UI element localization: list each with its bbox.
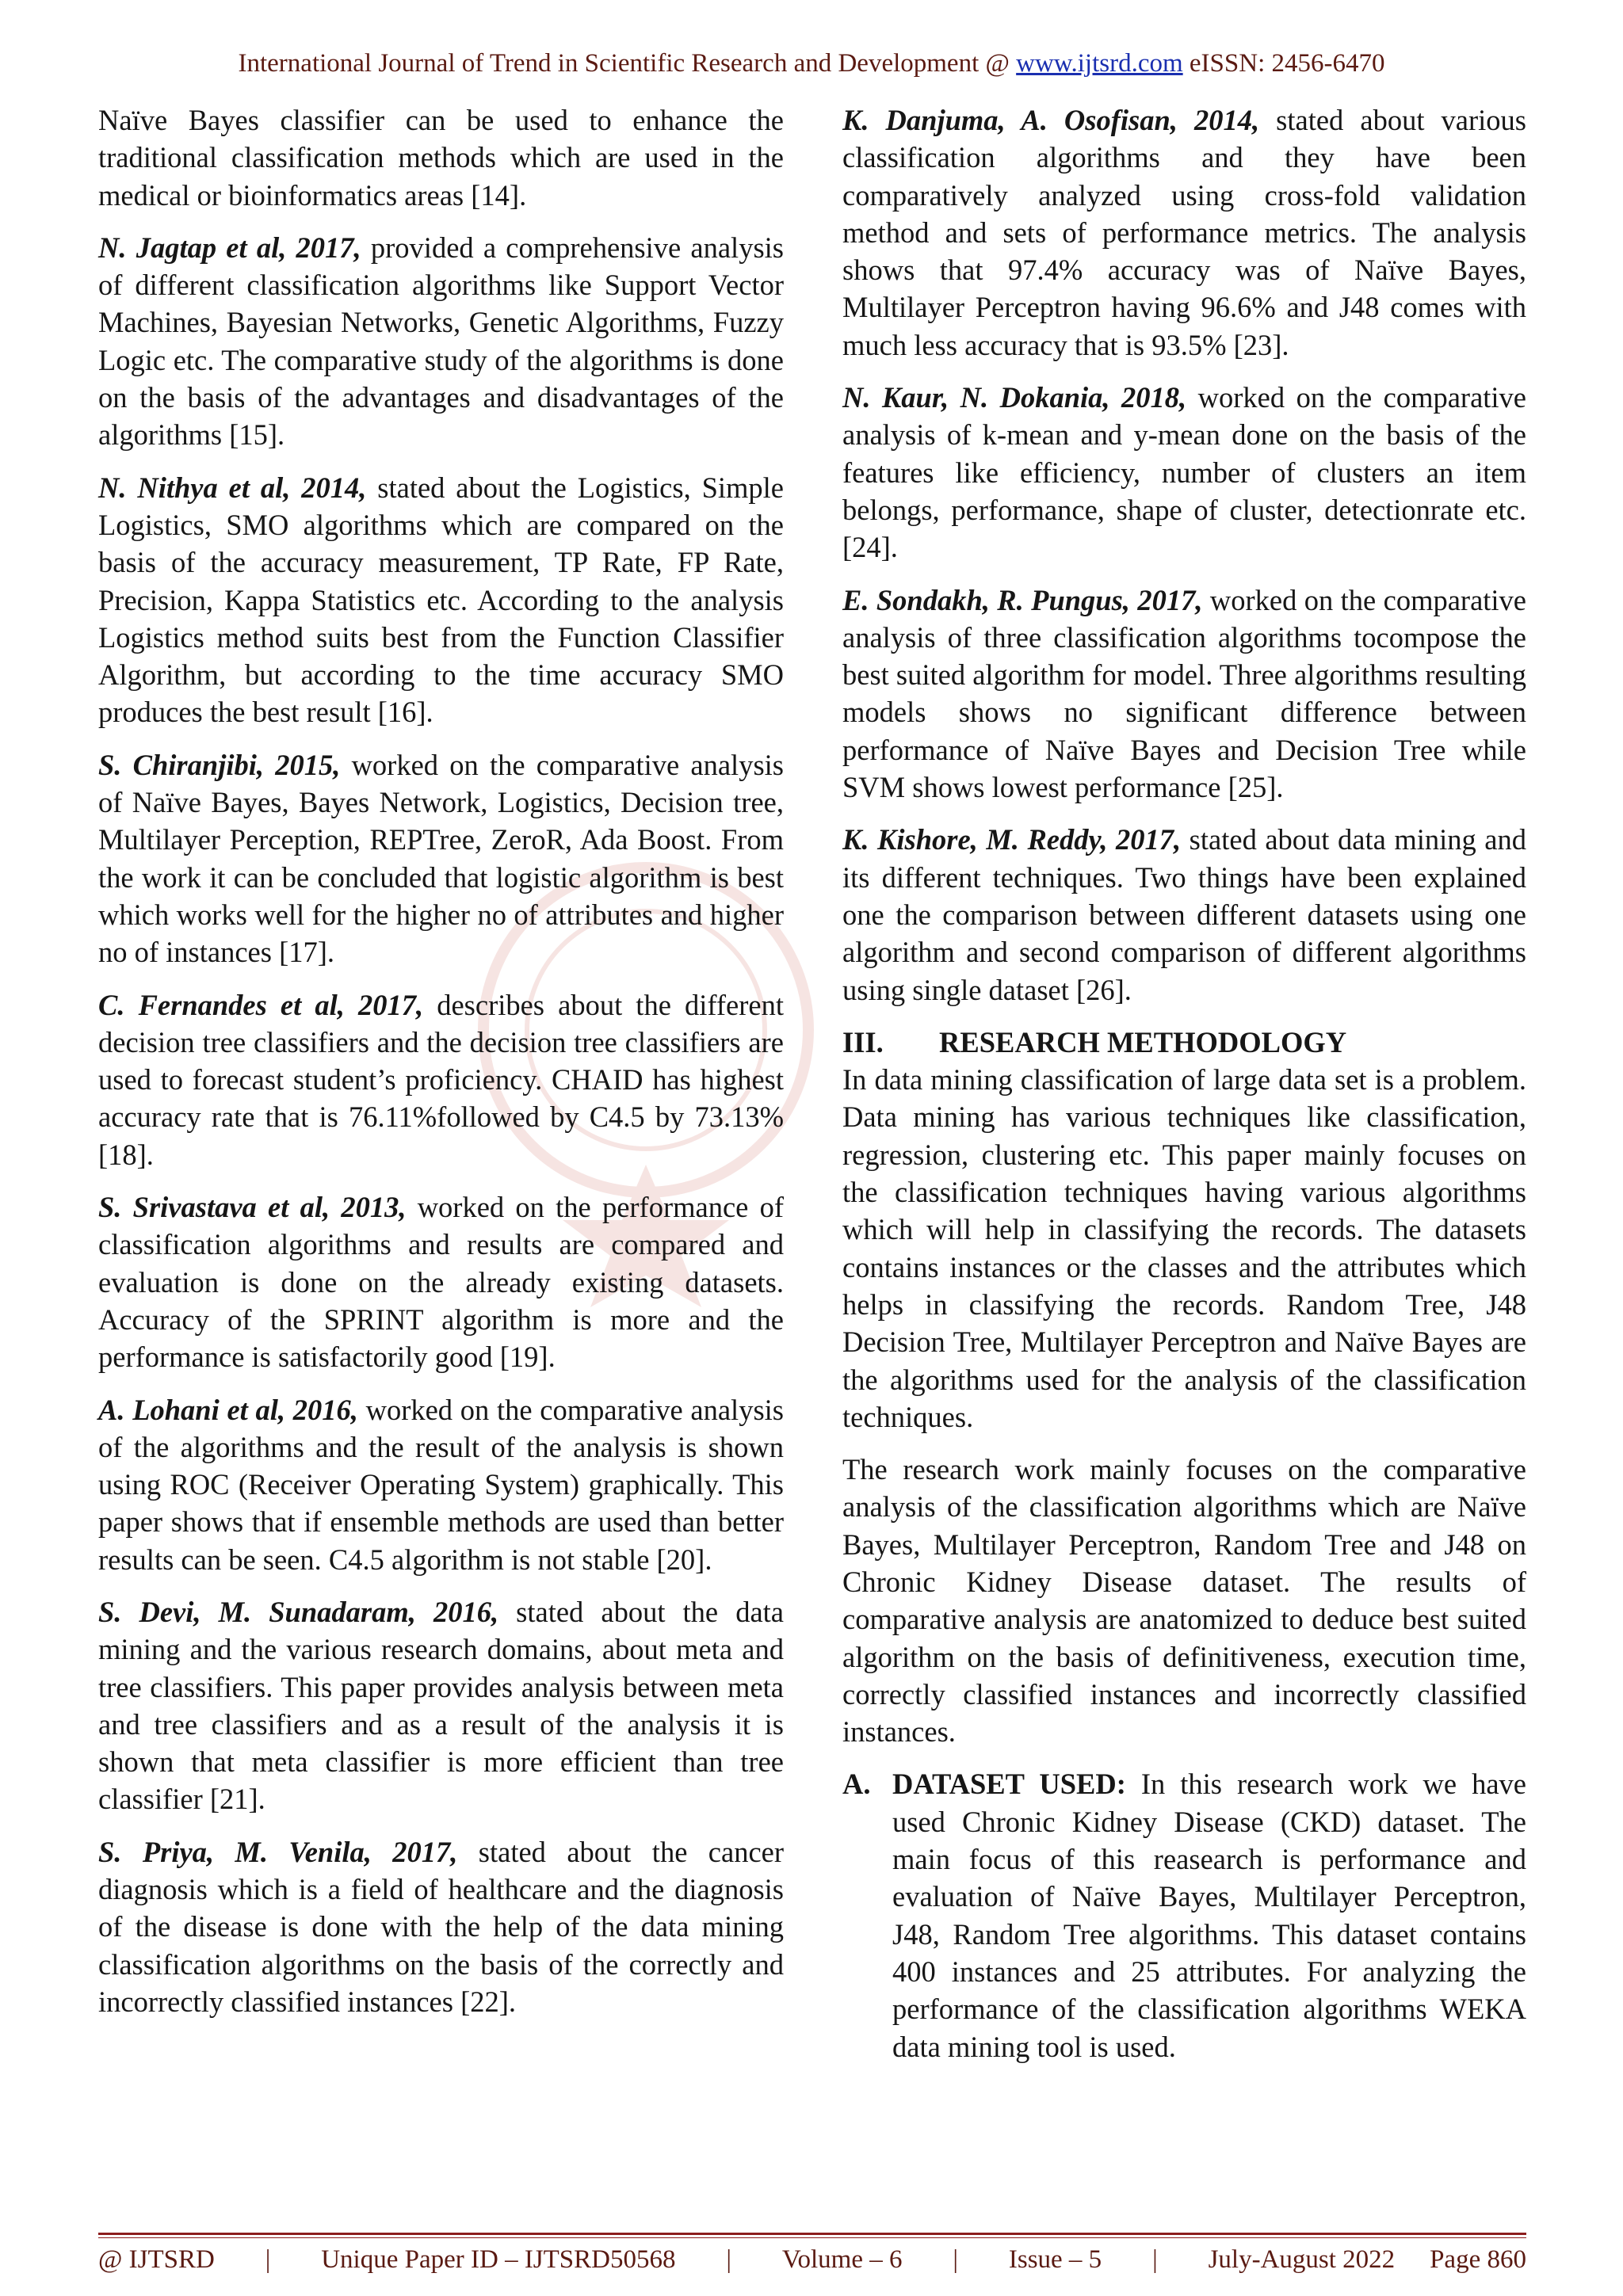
footer-separator: | (1152, 2245, 1158, 2274)
paragraph: E. Sondakh, R. Pungus, 2017, worked on the comparative analysis of three classification algorithms tocompose the best suited algorithm for model. Three algorithms resulting models shows no significant difference between performance of Naïve Bayes and Decision Tree while SVM shows lowest performance [25]. (842, 583, 1526, 804)
paragraph: Naïve Bayes classifier can be used to enhance the traditional classification methods which are used in the medical or bioinformatics areas [14]. (98, 104, 784, 212)
subsection-title: DATASET USED: (892, 1768, 1126, 1801)
citation-author: S. Chiranjibi, 2015, (98, 748, 341, 781)
list-item-label: A. (842, 1768, 871, 1801)
journal-website-link[interactable]: www.ijtsrd.com (1016, 49, 1183, 78)
subsection-list-item (842, 1765, 1526, 2065)
citation-author: E. Sondakh, R. Pungus, 2017, (842, 583, 1203, 616)
paragraph: N. Nithya et al, 2014, stated about the Logistics, Simple Logistics, SMO algorithms which are compared on the basis of the accuracy measurement, TP Rate, FP Rate, Precision, Kappa Statistics etc. According to the analysis Logistics method suits best from the Function Classifier Algorithm, but according to the time accuracy SMO produces the best result [16]. (98, 471, 784, 729)
footer-paper-id: Unique Paper ID – IJTSRD50568 (321, 2245, 676, 2274)
page-footer (98, 2241, 1526, 2279)
footer-date: July-August 2022 (1208, 2245, 1396, 2274)
paragraph: S. Chiranjibi, 2015, worked on the comparative analysis of Naïve Bayes, Bayes Network, Logistics, Decision tree, Multilayer Perception, REPTree, ZeroR, Ada Boost. From the work it can be concluded that logistic algorithm is best which works well for the higher no of attributes and higher no of instances [17]. (98, 748, 784, 969)
section-heading (842, 1024, 1526, 1061)
section-title: RESEARCH METHODOLOGY (939, 1025, 1347, 1058)
footer-volume: Volume – 6 (781, 2245, 903, 2274)
paragraph: The research work mainly focuses on the comparative analysis of the classification algorithms which are Naïve Bayes, Multilayer Perceptron, Random Tree and J48 on Chronic Kidney Disease dataset. The results of comparative analysis are anatomized to deduce best suited algorithm on the basis of definitiveness, execution time, correctly classified instances and incorrectly classified instances. (842, 1453, 1526, 1749)
journal-title: International Journal of Trend in Scientific Research and Development @ (238, 49, 1010, 78)
left-column (98, 101, 784, 2035)
citation-author: S. Srivastava et al, 2013, (98, 1191, 407, 1224)
citation-author: N. Kaur, N. Dokania, 2018, (842, 381, 1187, 414)
citation-author: K. Danjuma, A. Osofisan, 2014, (842, 104, 1260, 136)
footer-separator: | (953, 2245, 958, 2274)
journal-issn: eISSN: 2456-6470 (1189, 49, 1385, 78)
citation-author: N. Jagtap et al, 2017, (98, 231, 361, 264)
right-column (842, 101, 1526, 2065)
citation-author: S. Devi, M. Sunadaram, 2016, (98, 1595, 499, 1628)
footer-issue: Issue – 5 (1008, 2245, 1102, 2274)
paragraph: S. Srivastava et al, 2013, worked on the performance of classification algorithms and results are compared and evaluation is done on the already existing datasets. Accuracy of the SPRINT algorithm is more and the performance is satisfactorily good [19]. (98, 1191, 784, 1374)
paragraph: N. Jagtap et al, 2017, provided a comprehensive analysis of different classification algorithms like Support Vector Machines, Bayesian Networks, Genetic Algorithms, Fuzzy Logic etc. The comparative study of the algorithms is done on the basis of the advantages and disadvantages of the algorithms [15]. (98, 231, 784, 452)
footer-rule (98, 2233, 1526, 2238)
footer-publisher: @ IJTSRD (98, 2245, 215, 2274)
citation-author: S. Priya, M. Venila, 2017, (98, 1835, 458, 1868)
footer-page-number: Page 860 (1430, 2245, 1526, 2274)
paragraph: S. Priya, M. Venila, 2017, stated about the cancer diagnosis which is a field of healthcare and the diagnosis of the disease is done with the help of the data mining classification algorithms on the basis of the correctly and incorrectly classified instances [22]. (98, 1835, 784, 2018)
running-header (0, 49, 1623, 78)
footer-separator: | (265, 2245, 271, 2274)
citation-author: N. Nithya et al, 2014, (98, 471, 367, 504)
citation-author: A. Lohani et al, 2016, (98, 1393, 358, 1426)
paragraph: C. Fernandes et al, 2017, describes about the different decision tree classifiers and the decision tree classifiers are used to forecast student’s proficiency. CHAID has highest accuracy rate that is 76.11%followed by C4.5 by 73.13% [18]. (98, 988, 784, 1171)
paragraph: S. Devi, M. Sunadaram, 2016, stated about the data mining and the various research domains, about meta and tree classifiers. This paper provides analysis between meta and tree classifiers and as a result of the analysis it is shown that meta classifier is more efficient than tree classifier [21]. (98, 1595, 784, 1816)
paragraph: In data mining classification of large data set is a problem. Data mining has various techniques like classification, regression, clustering etc. This paper mainly focuses on the classification techniques having various algorithms which will help in classifying the records. The datasets contains instances or the classes and the attributes which helps in classifying the records. Random Tree, J48 Decision Tree, Multilayer Perceptron and Naïve Bayes are the algorithms used for the analysis of the classification techniques. (842, 1063, 1526, 1433)
footer-separator: | (726, 2245, 732, 2274)
paragraph: A. Lohani et al, 2016, worked on the comparative analysis of the algorithms and the result of the analysis is shown using ROC (Receiver Operating System) graphically. This paper shows that if ensemble methods are used than better results can be seen. C4.5 algorithm is not stable [20]. (98, 1393, 784, 1576)
citation-author: C. Fernandes et al, 2017, (98, 988, 424, 1021)
citation-author: K. Kishore, M. Reddy, 2017, (842, 823, 1182, 856)
paragraph: K. Danjuma, A. Osofisan, 2014, stated about various classification algorithms and they have been comparatively analyzed using cross-fold validation method and sets of performance metrics. The analysis shows that 97.4% accuracy was of Naïve Bayes, Multilayer Perceptron having 96.6% and J48 comes with much less accuracy that is 93.5% [23]. (842, 104, 1526, 361)
section-number: III. (842, 1025, 884, 1058)
paragraph: N. Kaur, N. Dokania, 2018, worked on the comparative analysis of k-mean and y-mean done on the basis of the features like efficiency, number of clusters an item belongs, performance, shape of cluster, detectionrate etc.[24]. (842, 381, 1527, 564)
paragraph: K. Kishore, M. Reddy, 2017, stated about data mining and its different techniques. Two things have been explained one the comparison between different datasets using one algorithm and second comparison of different algorithms using single dataset [26]. (842, 823, 1526, 1006)
list-item-body: DATASET USED: In this research work we have used Chronic Kidney Disease (CKD) dataset. The main focus of this reasearch is performance and evaluation of Naïve Bayes, Multilayer Perceptron, J48, Random Tree algorithms. This dataset contains 400 instances and 25 attributes. For analyzing the performance of the classification algorithms WEKA data mining tool is used. (892, 1768, 1527, 2063)
